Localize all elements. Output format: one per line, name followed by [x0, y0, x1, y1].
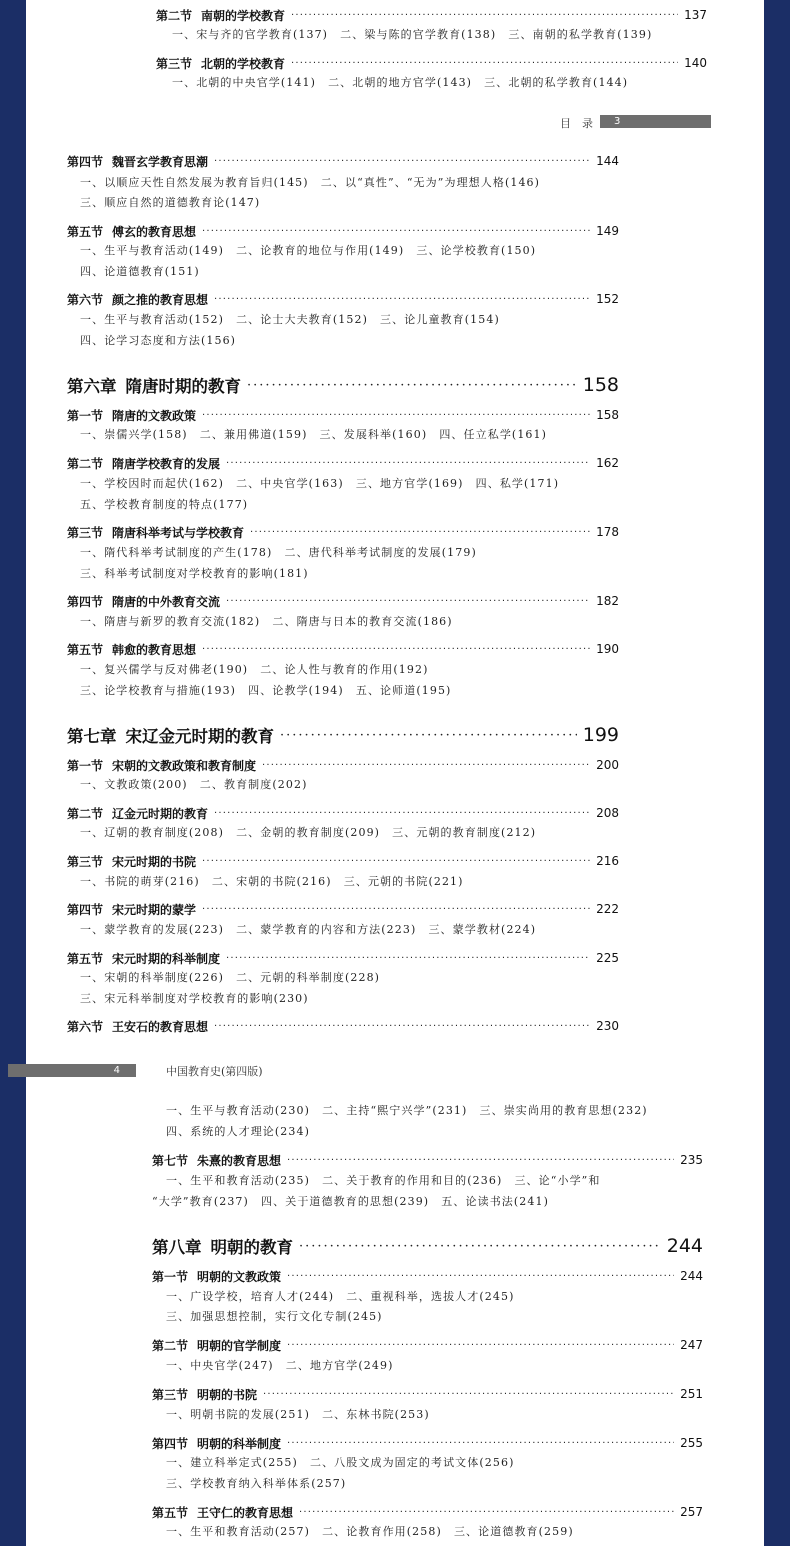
- section-title: 辽金元时期的教育: [112, 806, 209, 821]
- section-title: 隋唐的文教政策: [112, 408, 197, 423]
- leader-dots: [287, 1438, 674, 1449]
- leader-dots: [214, 1021, 590, 1032]
- toc-section-row[interactable]: [67, 755, 619, 775]
- toc-section-row[interactable]: [67, 899, 619, 919]
- page-number: 144: [596, 154, 619, 168]
- page-number: 162: [596, 456, 619, 470]
- toc-section-row[interactable]: [156, 53, 707, 73]
- section-title: 宋元时期的书院: [112, 854, 197, 869]
- toc-subtopics: 一、学校因时而起伏(162) 二、中央官学(163) 三、地方官学(169) 四、私学(171): [80, 477, 560, 490]
- toc-subtopics: 一、崇儒兴学(158) 二、兼用佛道(159) 三、发展科举(160) 四、任立私学(161): [80, 428, 548, 441]
- toc-section-row[interactable]: [156, 5, 707, 25]
- section-title: 隋唐的中外教育交流: [112, 594, 221, 609]
- leader-dots: [214, 156, 590, 167]
- leader-dots: [299, 1507, 674, 1518]
- page-number: 257: [680, 1505, 703, 1519]
- toc-subtopics: 三、宋元科举制度对学校教育的影响(230): [80, 992, 309, 1005]
- toc-subtopics: 一、书院的萌芽(216) 二、宋朝的书院(216) 三、元朝的书院(221): [80, 875, 464, 888]
- section-title: 颜之推的教育思想: [112, 292, 209, 307]
- leader-dots: [287, 1155, 674, 1166]
- section-number: 第二节: [152, 1338, 189, 1353]
- section-number: 第三节: [156, 56, 193, 71]
- leader-dots: [299, 1239, 661, 1254]
- section-number: 第二节: [156, 8, 193, 23]
- page-number-label: 4: [113, 1065, 120, 1076]
- section-number: 第三节: [67, 525, 104, 540]
- page-number-label: 3: [614, 116, 621, 127]
- toc-subtopics: 一、广设学校，培育人才(244) 二、重视科举，选拔人才(245): [166, 1290, 515, 1303]
- toc-subtopics: 三、加强思想控制，实行文化专制(245): [166, 1310, 383, 1323]
- section-number: 第七节: [152, 1153, 189, 1168]
- toc-section-row[interactable]: [67, 591, 619, 611]
- leader-dots: [287, 1271, 674, 1282]
- toc-section-row[interactable]: [152, 1502, 703, 1522]
- toc-section-row[interactable]: [67, 405, 619, 425]
- page-number-bar: [8, 1064, 136, 1077]
- toc-section-row[interactable]: [67, 1016, 619, 1036]
- section-title: 朱熹的教育思想: [197, 1153, 282, 1168]
- section-number: 第五节: [152, 1505, 189, 1520]
- toc-subtopics: 三、顺应自然的道德教育论(147): [80, 196, 261, 209]
- section-title: 南朝的学校教育: [201, 8, 286, 23]
- toc-chapter-row[interactable]: [67, 371, 619, 399]
- leader-dots: [226, 953, 590, 964]
- toc-subtopics: 一、隋代科举考试制度的产生(178) 二、唐代科举考试制度的发展(179): [80, 546, 477, 559]
- toc-subtopics: 一、复兴儒学与反对佛老(190) 二、论人性与教育的作用(192): [80, 663, 429, 676]
- section-number: 第五节: [67, 642, 104, 657]
- toc-subtopics: 一、蒙学教育的发展(223) 二、蒙学教育的内容和方法(223) 三、蒙学教材(224): [80, 923, 537, 936]
- toc-subtopics: 一、明朝书院的发展(251) 二、东林书院(253): [166, 1408, 430, 1421]
- chapter-number: 第七章: [67, 727, 117, 746]
- leader-dots: [226, 458, 590, 469]
- leader-dots: [291, 58, 678, 69]
- toc-subtopics: 三、科举考试制度对学校教育的影响(181): [80, 567, 309, 580]
- toc-section-row[interactable]: [152, 1266, 703, 1286]
- toc-section-row[interactable]: [67, 221, 619, 241]
- toc-section-row[interactable]: [67, 522, 619, 542]
- toc-subtopics: 一、生平与教育活动(230) 二、主持“熙宁兴学”(231) 三、崇实尚用的教育思想(232): [166, 1104, 648, 1117]
- leader-dots: [214, 808, 590, 819]
- section-number: 第五节: [67, 951, 104, 966]
- page-number: 216: [596, 854, 619, 868]
- toc-section-row[interactable]: [67, 803, 619, 823]
- toc-subtopics: 一、建立科举定式(255) 二、八股文成为固定的考试文体(256): [166, 1456, 515, 1469]
- toc-subtopics: 五、学校教育制度的特点(177): [80, 498, 249, 511]
- section-number: 第四节: [67, 154, 104, 169]
- section-title: 明朝的官学制度: [197, 1338, 282, 1353]
- page-number: 152: [596, 292, 619, 306]
- section-number: 第四节: [67, 594, 104, 609]
- section-number: 第三节: [67, 854, 104, 869]
- section-title: 王安石的教育思想: [112, 1019, 209, 1034]
- page-number: 251: [680, 1387, 703, 1401]
- toc-section-row[interactable]: [152, 1384, 703, 1404]
- leader-dots: [202, 856, 590, 867]
- section-title: 北朝的学校教育: [201, 56, 286, 71]
- toc-chapter-row[interactable]: [152, 1232, 703, 1260]
- page-number: 137: [684, 8, 707, 22]
- section-title: 王守仁的教育思想: [197, 1505, 294, 1520]
- toc-subtopics: 一、辽朝的教育制度(208) 二、金朝的教育制度(209) 三、元朝的教育制度(212): [80, 826, 537, 839]
- page-number: 158: [596, 408, 619, 422]
- page-number: 158: [582, 374, 619, 396]
- section-title: 傅玄的教育思想: [112, 224, 197, 239]
- page-number: 208: [596, 806, 619, 820]
- leader-dots: [202, 644, 590, 655]
- leader-dots: [262, 760, 590, 771]
- section-title: 明朝的书院: [197, 1387, 258, 1402]
- toc-section-row[interactable]: [67, 453, 619, 473]
- toc-subtopics: 一、北朝的中央官学(141) 二、北朝的地方官学(143) 三、北朝的私学教育(144): [172, 76, 629, 89]
- toc-subtopics: 一、生平和教育活动(235) 二、关于教育的作用和目的(236) 三、论“小学”和: [166, 1174, 601, 1187]
- leader-dots: [263, 1389, 674, 1400]
- toc-subtopics: 一、文教政策(200) 二、教育制度(202): [80, 778, 308, 791]
- section-title: 宋朝的文教政策和教育制度: [112, 758, 257, 773]
- section-title: 韩愈的教育思想: [112, 642, 197, 657]
- page-number: 149: [596, 224, 619, 238]
- page-number: 140: [684, 56, 707, 70]
- toc-subtopics: 一、宋与齐的官学教育(137) 二、梁与陈的官学教育(138) 三、南朝的私学教育(139): [172, 28, 653, 41]
- page-number: 244: [680, 1269, 703, 1283]
- toc-subtopics: 一、生平和教育活动(257) 二、论教育作用(258) 三、论道德教育(259): [166, 1525, 574, 1538]
- leader-dots: [202, 226, 590, 237]
- section-title: 明朝的文教政策: [197, 1269, 282, 1284]
- page-number-bar: [600, 115, 711, 128]
- section-title: 宋元时期的蒙学: [112, 902, 197, 917]
- leader-dots: [291, 10, 678, 21]
- leader-dots: [226, 596, 590, 607]
- section-number: 第一节: [67, 408, 104, 423]
- section-number: 第二节: [67, 456, 104, 471]
- section-number: 第三节: [152, 1387, 189, 1402]
- toc-section-row[interactable]: [67, 639, 619, 659]
- toc-section-row[interactable]: [152, 1433, 703, 1453]
- section-title: 隋唐学校教育的发展: [112, 456, 221, 471]
- toc-section-row[interactable]: [152, 1150, 703, 1170]
- section-title: 魏晋玄学教育思潮: [112, 154, 209, 169]
- toc-section-row[interactable]: [67, 151, 619, 171]
- leader-dots: [280, 728, 577, 743]
- leader-dots: [287, 1340, 674, 1351]
- toc-subtopics: 四、论道德教育(151): [80, 265, 200, 278]
- toc-subtopics: 一、生平与教育活动(152) 二、论士大夫教育(152) 三、论儿童教育(154): [80, 313, 500, 326]
- section-number: 第二节: [67, 806, 104, 821]
- toc-subtopics: 三、学校教育纳入科举体系(257): [166, 1477, 347, 1490]
- toc-running-head: 目 录: [560, 117, 593, 130]
- leader-dots: [214, 294, 590, 305]
- chapter-title: 明朝的教育: [210, 1238, 293, 1257]
- page-number: 230: [596, 1019, 619, 1033]
- leader-dots: [202, 410, 590, 421]
- chapter-number: 第八章: [152, 1238, 202, 1257]
- leader-dots: [250, 527, 590, 538]
- section-number: 第一节: [152, 1269, 189, 1284]
- page-number: 178: [596, 525, 619, 539]
- toc-section-row[interactable]: [67, 289, 619, 309]
- chapter-title: 隋唐时期的教育: [125, 377, 241, 396]
- page-number: 222: [596, 902, 619, 916]
- chapter-title: 宋辽金元时期的教育: [125, 727, 274, 746]
- page-number: 247: [680, 1338, 703, 1352]
- toc-subtopics: 三、论学校教育与措施(193) 四、论教学(194) 五、论师道(195): [80, 684, 452, 697]
- toc-subtopics: 一、隋唐与新罗的教育交流(182) 二、隋唐与日本的教育交流(186): [80, 615, 453, 628]
- section-number: 第四节: [152, 1436, 189, 1451]
- toc-subtopics: 一、宋朝的科举制度(226) 二、元朝的科举制度(228): [80, 971, 381, 984]
- toc-subtopics: 一、中央官学(247) 二、地方官学(249): [166, 1359, 394, 1372]
- book-running-head: 中国教育史(第四版): [166, 1065, 263, 1078]
- section-title: 宋元时期的科举制度: [112, 951, 221, 966]
- page-number: 244: [666, 1235, 703, 1257]
- toc-chapter-row[interactable]: [67, 721, 619, 749]
- page-number: 199: [582, 724, 619, 746]
- section-title: 明朝的科举制度: [197, 1436, 282, 1451]
- toc-subtopics: 一、以顺应天性自然发展为教育旨归(145) 二、以“真性”、“无为”为理想人格(146): [80, 176, 541, 189]
- page-number: 200: [596, 758, 619, 772]
- page-number: 225: [596, 951, 619, 965]
- toc-section-row[interactable]: [152, 1335, 703, 1355]
- toc-section-row[interactable]: [67, 851, 619, 871]
- chapter-number: 第六章: [67, 377, 117, 396]
- section-number: 第六节: [67, 1019, 104, 1034]
- toc-subtopics: 一、生平与教育活动(149) 二、论教育的地位与作用(149) 三、论学校教育(150): [80, 244, 537, 257]
- section-title: 隋唐科举考试与学校教育: [112, 525, 245, 540]
- leader-dots: [247, 378, 577, 393]
- page-number: 255: [680, 1436, 703, 1450]
- section-number: 第一节: [67, 758, 104, 773]
- leader-dots: [202, 904, 590, 915]
- section-number: 第五节: [67, 224, 104, 239]
- toc-subtopics: “大学”教育(237) 四、关于道德教育的思想(239) 五、论读书法(241): [152, 1195, 549, 1208]
- toc-subtopics: 四、系统的人才理论(234): [166, 1125, 310, 1138]
- toc-subtopics: 四、论学习态度和方法(156): [80, 334, 237, 347]
- page-number: 235: [680, 1153, 703, 1167]
- section-number: 第六节: [67, 292, 104, 307]
- page-number: 190: [596, 642, 619, 656]
- section-number: 第四节: [67, 902, 104, 917]
- page-number: 182: [596, 594, 619, 608]
- toc-section-row[interactable]: [67, 948, 619, 968]
